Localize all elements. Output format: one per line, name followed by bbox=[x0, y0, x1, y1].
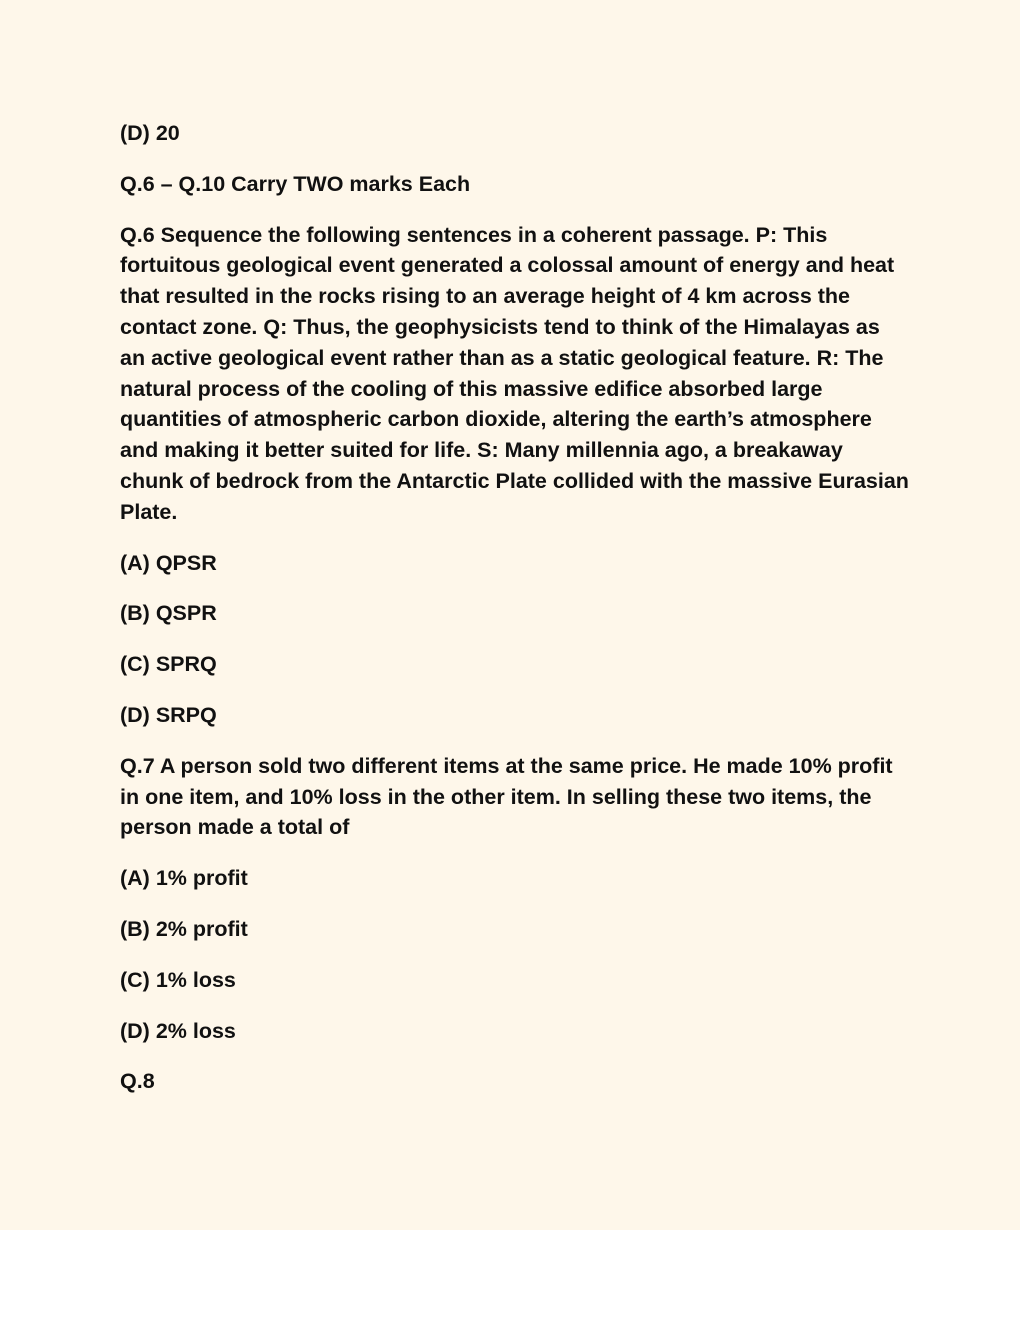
question-7-option-d: (D) 2% loss bbox=[120, 1018, 236, 1043]
section-heading: Q.6 – Q.10 Carry TWO marks Each bbox=[120, 171, 471, 196]
question-7-option-a: (A) 1% profit bbox=[120, 866, 248, 891]
question-8-label: Q.8 bbox=[120, 1069, 155, 1094]
question-6-option-b: (B) QSPR bbox=[120, 601, 217, 626]
question-6-option-d: (D) SRPQ bbox=[120, 702, 217, 727]
question-6-text: Q.6 Sequence the following sentences in a coherent passage. P: This fortuitous geological event generated a colossal amount of energy and heat that resulted in the rocks rising to an average height of 4 km across the contact zone. Q: Thus, the geophysicists tend to think of the Himalayas as an active geological event rather than as a static geological feature. R: The natural process of the cooling of this massive edifice absorbed large quantities of atmospheric carbon dioxide, altering the earth’s atmosphere and making it better suited for life. S: Many millennia ago, a breakaway chunk of bedrock from the Antarctic Plate collided with the massive Eurasian Plate. bbox=[120, 222, 909, 524]
question-7-text: Q.7 A person sold two different items at the same price. He made 10% profit in one item, and 10% loss in the other item. In selling these two items, the person made a total of bbox=[120, 753, 893, 840]
option-d-previous: (D) 20 bbox=[120, 121, 180, 145]
question-7-option-c: (C) 1% loss bbox=[120, 967, 236, 992]
question-7-option-b: (B) 2% profit bbox=[120, 916, 248, 941]
question-6-option-a: (A) QPSR bbox=[120, 550, 217, 575]
question-6-option-c: (C) SPRQ bbox=[120, 652, 217, 677]
document-content bbox=[120, 118, 910, 1117]
